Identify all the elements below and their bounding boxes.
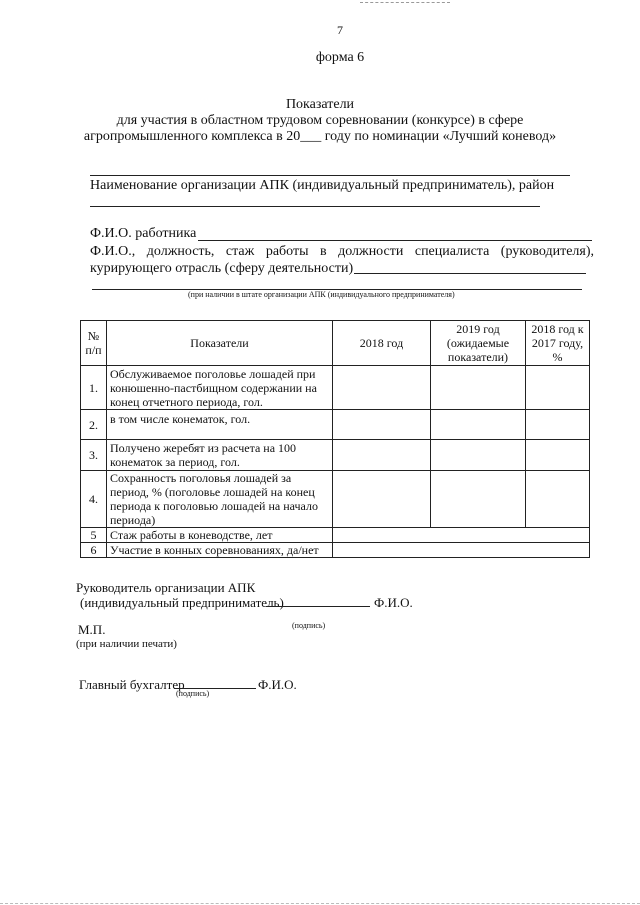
scan-artifact: [360, 2, 450, 3]
header-indicator: Показатели: [107, 321, 333, 366]
doc-subtitle-line1: для участия в областном трудовом соревновании (конкурсе) в сфере: [116, 113, 524, 128]
row-num: 6: [81, 543, 107, 558]
header-2018: 2018 год: [333, 321, 431, 366]
scan-artifact: [0, 903, 640, 904]
cell-2018[interactable]: [333, 471, 431, 528]
org-fill-line[interactable]: [90, 175, 570, 176]
cell-2019[interactable]: [431, 410, 526, 440]
table-row: [81, 471, 590, 528]
staff-note: (при наличии в штате организации АПК (индивидуального предпринимателя): [188, 290, 455, 299]
row-num: 1.: [81, 366, 107, 410]
cell-2018[interactable]: [333, 366, 431, 410]
cell-ratio[interactable]: [526, 440, 590, 471]
cell-value[interactable]: [333, 543, 590, 558]
cell-value[interactable]: [333, 528, 590, 543]
cell-2019[interactable]: [431, 471, 526, 528]
worker-fill-line[interactable]: [198, 240, 592, 241]
stamp-label: М.П.: [78, 622, 106, 637]
row-num: 2.: [81, 410, 107, 440]
accountant-signature-note: (подпись): [176, 689, 210, 698]
cell-2018[interactable]: [333, 410, 431, 440]
table-row: [81, 410, 590, 440]
head-label-line1: Руководитель организации АПК: [76, 580, 256, 595]
row-indicator: Сохранность поголовья лошадей за период, % (поголовье лошадей на конец периода к поголовью лошадей на начало периода): [107, 471, 333, 528]
row-indicator: Получено жеребят из расчета на 100 конематок за период, гол.: [107, 440, 333, 471]
org-label: Наименование организации АПК (индивидуальный предприниматель), район: [90, 178, 555, 193]
spec-label-line2: курирующего отрасль (сферу деятельности): [90, 261, 354, 276]
spec-fill-line[interactable]: [354, 273, 586, 274]
table-header-row: [81, 321, 590, 366]
stamp-note: (при наличии печати): [76, 638, 177, 650]
page-number: 7: [337, 23, 343, 37]
doc-title: Показатели: [285, 97, 355, 112]
table-row: [81, 543, 590, 558]
cell-2018[interactable]: [333, 440, 431, 471]
table-row: [81, 528, 590, 543]
accountant-fio-label: Ф.И.О.: [258, 677, 297, 692]
form-label: форма 6: [315, 50, 365, 65]
row-indicator: в том числе конематок, гол.: [107, 410, 333, 440]
signature-note: (подпись): [292, 621, 326, 630]
cell-ratio[interactable]: [526, 410, 590, 440]
header-num: № п/п: [81, 321, 107, 366]
head-fio-label: Ф.И.О.: [374, 595, 413, 610]
table-row: [81, 440, 590, 471]
cell-ratio[interactable]: [526, 366, 590, 410]
header-2019: 2019 год (ожидаемые показатели): [431, 321, 526, 366]
cell-2019[interactable]: [431, 366, 526, 410]
header-ratio: 2018 год к 2017 году, %: [526, 321, 590, 366]
row-indicator: Обслуживаемое поголовье лошадей при конюшенно-пастбищном содержании на конец отчетного периода, гол.: [107, 366, 333, 410]
row-num: 3.: [81, 440, 107, 471]
head-label-line2: (индивидуальный предприниматель): [80, 595, 284, 610]
cell-ratio[interactable]: [526, 471, 590, 528]
worker-label: Ф.И.О. работника: [90, 226, 197, 241]
row-num: 5: [81, 528, 107, 543]
head-signature-line[interactable]: [266, 606, 370, 607]
row-num: 4.: [81, 471, 107, 528]
cell-2019[interactable]: [431, 440, 526, 471]
row-indicator: Участие в конных соревнованиях, да/нет: [107, 543, 333, 558]
indicators-table: [80, 320, 590, 558]
row-indicator: Стаж работы в коневодстве, лет: [107, 528, 333, 543]
doc-subtitle-line2: агропромышленного комплекса в 20___ году по номинации «Лучший коневод»: [83, 129, 557, 144]
accountant-label: Главный бухгалтер: [79, 677, 185, 692]
table-row: [81, 366, 590, 410]
org-fill-line-2[interactable]: [90, 206, 540, 207]
spec-label-line1: Ф.И.О., должность, стаж работы в должности специалиста (руководителя),: [90, 244, 594, 259]
